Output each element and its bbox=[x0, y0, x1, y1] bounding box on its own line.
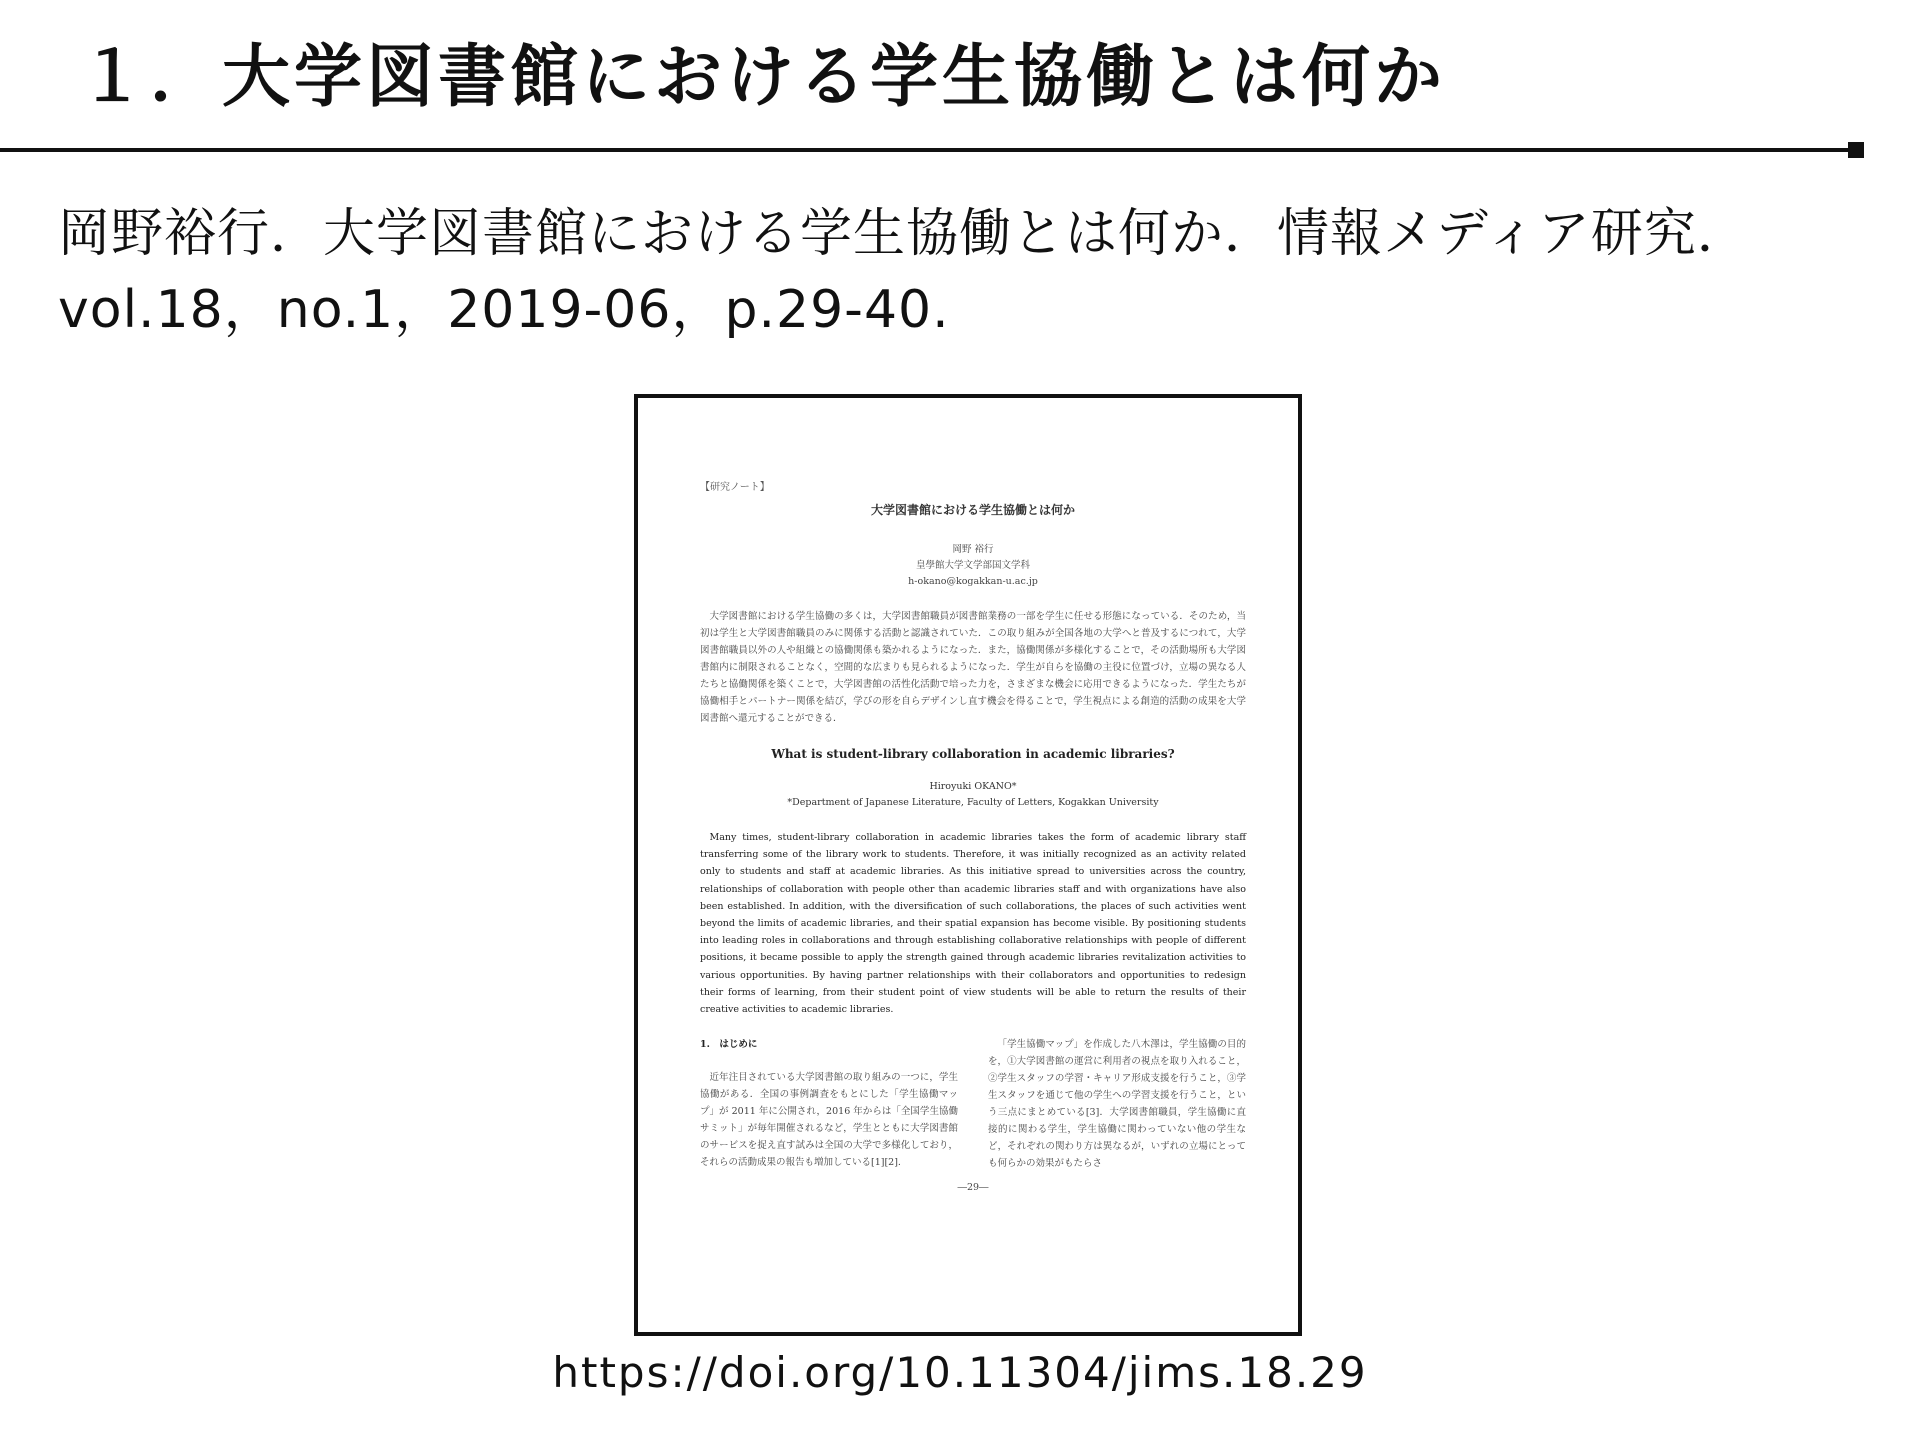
paper-section-label: 【研究ノート】 bbox=[700, 482, 770, 493]
paper-thumbnail bbox=[634, 394, 1302, 1336]
paper-column-right bbox=[988, 1036, 1246, 1172]
paper-title-en: What is student-library collaboration in academic libraries? bbox=[771, 747, 1175, 761]
paper-author-block-en bbox=[700, 779, 1246, 811]
paper-section-heading: 1. はじめに bbox=[700, 1039, 758, 1051]
paper-author-en: Hiroyuki OKANO* bbox=[929, 781, 1017, 792]
citation-line-2: vol.18，no.1，2019-06，p.29-40. bbox=[58, 280, 950, 340]
paper-column-left-text: 近年注目されている大学図書館の取り組みの一つに，学生協働がある．全国の事例調査をもとにした「学生協働マップ」が 2011 年に公開され，2016 年からは「全国学生協働サミット」が毎年開催されるなど，学生とともに大学図書館のサービスを捉え直す試みは全国の大学で多様化しており，それらの活動成果の報告も増加している[1][2]. bbox=[700, 1072, 958, 1169]
citation bbox=[58, 196, 1878, 348]
paper-column-right-text: 「学生協働マップ」を作成した八木澤は，学生協働の目的を，①大学図書館の運営に利用者の視点を取り入れること，②学生スタッフの学習・キャリア形成支援を行うこと，③学生スタッフを通じて他の学生への学習支援を行うこと，という三点にまとめている[3]．大学図書館職員，学生協働に直接的に関わる学生，学生協働に関わっていない他の学生など，それぞれの関わり方は異なるが，いずれの立場にとっても何らかの効果がもたらさ bbox=[988, 1039, 1246, 1170]
doi-link[interactable]: https://doi.org/10.11304/jims.18.29 bbox=[552, 1348, 1368, 1397]
paper-author-block-jp bbox=[700, 542, 1246, 590]
paper-abstract-jp: 大学図書館における学生協働の多くは，大学図書館職員が図書館業務の一部を学生に任せる形態になっている．そのため，当初は学生と大学図書館職員のみに関係する活動と認識されていた．この取り組みが全国各地の大学へと普及するにつれて，大学図書館職員以外の人や組織との協働関係も築かれるようになった．また，協働関係が多様化することで，その活動場所も大学図書館内に制限されることなく，空間的な広まりも見られるようになった．学生が自らを協働の主役に位置づけ，立場の異なる人たちと協働関係を築くことで，大学図書館の活性化活動で培った力を，さまざまな機会に応用できるようになった．学生たちが協働相手とパートナー関係を結び，学びの形を自らデザインし直す機会を得ることで，学生視点による創造的活動の成果を大学図書館へ還元することができる． bbox=[700, 611, 1246, 724]
slide-title: １．大学図書館における学生協働とは何か bbox=[78, 38, 1447, 117]
title-underline bbox=[0, 148, 1848, 152]
paper-page-number: ―29― bbox=[957, 1182, 989, 1194]
paper-abstract-en: Many times, student-library collaboration in academic libraries takes the form of academic library staff transferring some of the library work to students. Therefore, it was initially recognized as an activity related only to students and staff at academic libraries. As this initiative spread to universities across the country, relationships of collaboration with people other than academic libraries staff and with organizations have also been established. In addition, with the diversification of such collaborations, the places of such activities went beyond the limits of academic libraries, and their spatial expansion has become visible. By positioning students into leading roles in collaborations and through establishing collaborative relationships with people of different positions, it became possible to apply the strength gained through academic libraries revitalization activities to various opportunities. By having partner relationships with their collaborators and opportunities to redesign their forms of learning, from their student point of view students will be able to return the results of their creative activities to academic libraries. bbox=[700, 832, 1246, 1016]
paper-column-left bbox=[700, 1036, 958, 1172]
citation-line-1: 岡野裕行．大学図書館における学生協働とは何か．情報メディア研究． bbox=[58, 204, 1750, 264]
paper-author-jp: 岡野 裕行 bbox=[952, 544, 994, 555]
paper-page bbox=[700, 478, 1246, 1193]
paper-title-jp: 大学図書館における学生協働とは何か bbox=[870, 503, 1075, 517]
paper-email: h-okano@kogakkan-u.ac.jp bbox=[908, 576, 1038, 587]
paper-body-columns bbox=[700, 1036, 1246, 1172]
title-underline-end-square bbox=[1848, 142, 1864, 158]
paper-affiliation-jp: 皇學館大学文学部国文学科 bbox=[915, 560, 1030, 571]
paper-affiliation-en: *Department of Japanese Literature, Faculty of Letters, Kogakkan University bbox=[787, 797, 1159, 808]
